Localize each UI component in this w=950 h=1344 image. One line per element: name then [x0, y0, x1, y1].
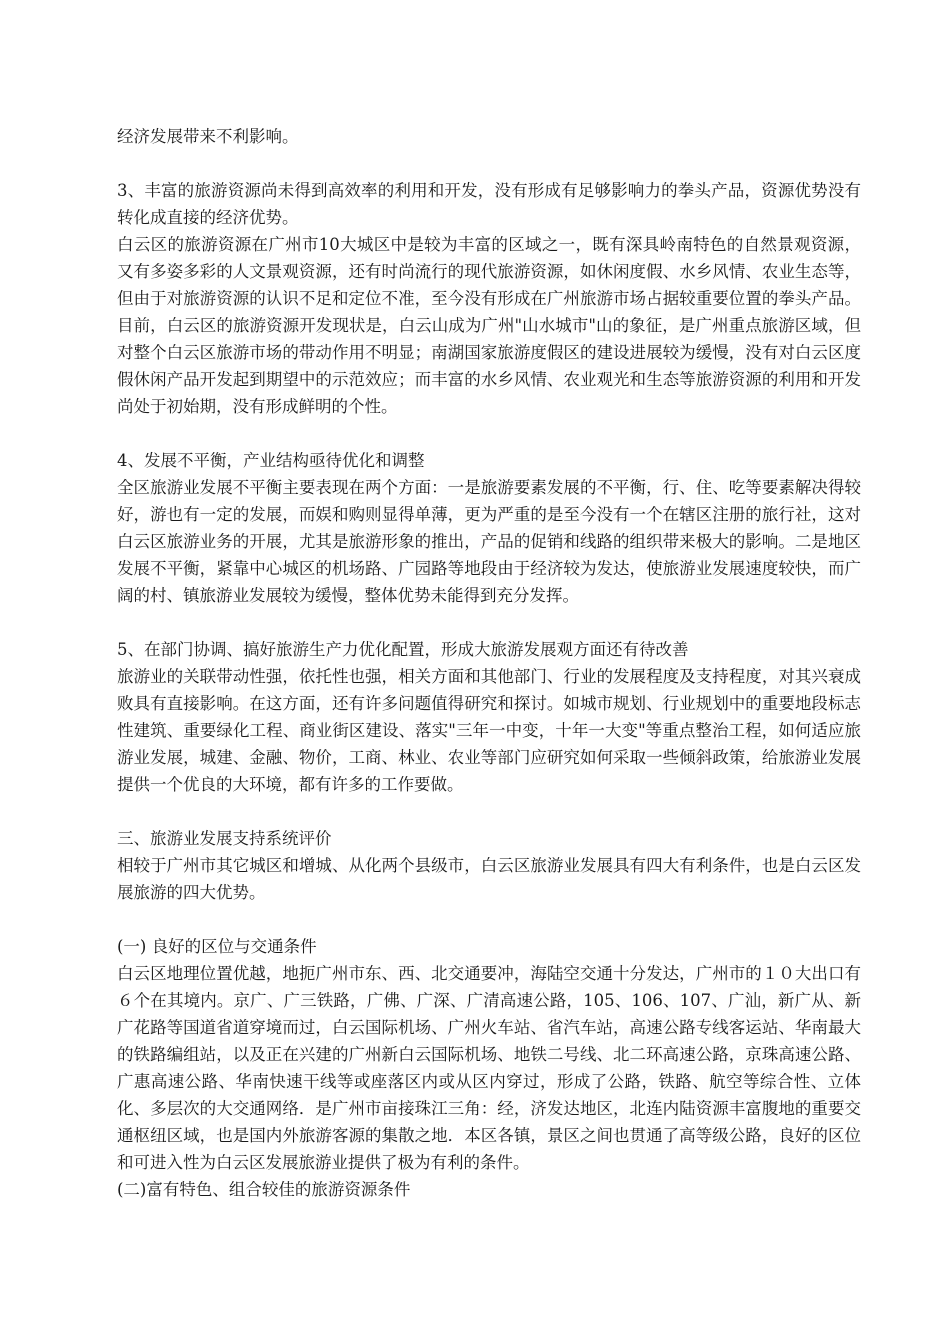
section-heading-4: 4、发展不平衡，产业结构亟待优化和调整 [117, 451, 425, 470]
chapter-heading-3: 三、旅游业发展支持系统评价 [117, 829, 332, 848]
section-heading-3: 3、丰富的旅游资源尚未得到高效率的利用和开发，没有形成有足够影响力的拳头产品，资源优势没有转化成直接的经济优势。 [117, 181, 861, 227]
paragraph-location-transport: 白云区地理位置优越，地扼广州市东、西、北交通要冲，海陆空交通十分发达，广州市的１０大出口有６个在其境内。京广、广三铁路，广佛、广深、广清高速公路，105、106、107、广汕，新广从、新广花路等国道省道穿境而过，白云国际机场、广州火车站、省汽车站，高速公路专线客运站、华南最大的铁路编组站，以及正在兴建的广州新白云国际机场、地铁二号线、北二环高速公路，京珠高速公路、广惠高速公路、华南快速干线等或座落区内或从区内穿过，形成了公路，铁路、航空等综合性、立体化、多层次的大交通网络．是广州市亩接珠江三角：经，济发达地区，北连内陆资源丰富腹地的重要交通枢纽区域，也是国内外旅游客源的集散之地．本区各镇，景区之间也贯通了高等级公路，良好的区位和可进入性为白云区发展旅游业提供了极为有利的条件。 [117, 964, 861, 1172]
paragraph-imbalance: 全区旅游业发展不平衡主要表现在两个方面：一是旅游要素发展的不平衡，行、住、吃等要素解决得较好，游也有一定的发展，而娱和购则显得单薄，更为严重的是至今没有一个在辖区注册的旅行社，这对白云区旅游业务的开展，尤其是旅游形象的推出，产品的促销和线路的组织带来极大的影响。二是地区发展不平衡，紧靠中心城区的机场路、广园路等地段由于经济较为发达，使旅游业发展速度较快，而广阔的村、镇旅游业发展较为缓慢，整体优势未能得到充分发挥。 [117, 478, 861, 605]
paragraph-gap [117, 420, 861, 447]
subsection-heading-2: (二)富有特色、组合较佳的旅游资源条件 [117, 1180, 411, 1199]
paragraph-resources: 白云区的旅游资源在广州市10大城区中是较为丰富的区域之一，既有深具岭南特色的自然景观资源，又有多姿多彩的人文景观资源，还有时尚流行的现代旅游资源，如休闲度假、水乡风情、农业生态等，但由于对旅游资源的认识不足和定位不准，至今没有形成在广州旅游市场占据较重要位置的拳头产品。目前，白云区的旅游资源开发现状是，白云山成为广州"山水城市"山的象征，是广州重点旅游区域，但对整个白云区旅游市场的带动作用不明显；南湖国家旅游度假区的建设进展较为缓慢，没有对白云区度假休闲产品开发起到期望中的示范效应；而丰富的水乡风情、农业观光和生态等旅游资源的利用和开发尚处于初始期，没有形成鲜明的个性。 [117, 235, 861, 416]
paragraph-gap [117, 609, 861, 636]
paragraph-continuation: 经济发展带来不利影响。 [117, 127, 299, 146]
section-heading-5: 5、在部门协调、搞好旅游生产力优化配置，形成大旅游发展观方面还有待改善 [117, 640, 689, 659]
subsection-heading-1: (一) 良好的区位与交通条件 [117, 937, 317, 956]
paragraph-advantages: 相较于广州市其它城区和增城、从化两个县级市，白云区旅游业发展具有四大有利条件，也是白云区发展旅游的四大优势。 [117, 856, 861, 902]
document-body [117, 123, 861, 1203]
paragraph-gap [117, 798, 861, 825]
paragraph-gap [117, 906, 861, 933]
paragraph-gap [117, 150, 861, 177]
paragraph-coordination: 旅游业的关联带动性强，依托性也强，相关方面和其他部门、行业的发展程度及支持程度，对其兴衰成败具有直接影响。在这方面，还有许多问题值得研究和探讨。如城市规划、行业规划中的重要地段标志性建筑、重要绿化工程、商业街区建设、落实"三年一中变，十年一大变"等重点整治工程，如何适应旅游业发展，城建、金融、物价，工商、林业、农业等部门应研究如何采取一些倾斜政策，给旅游业发展提供一个优良的大环境，都有许多的工作要做。 [117, 667, 861, 794]
